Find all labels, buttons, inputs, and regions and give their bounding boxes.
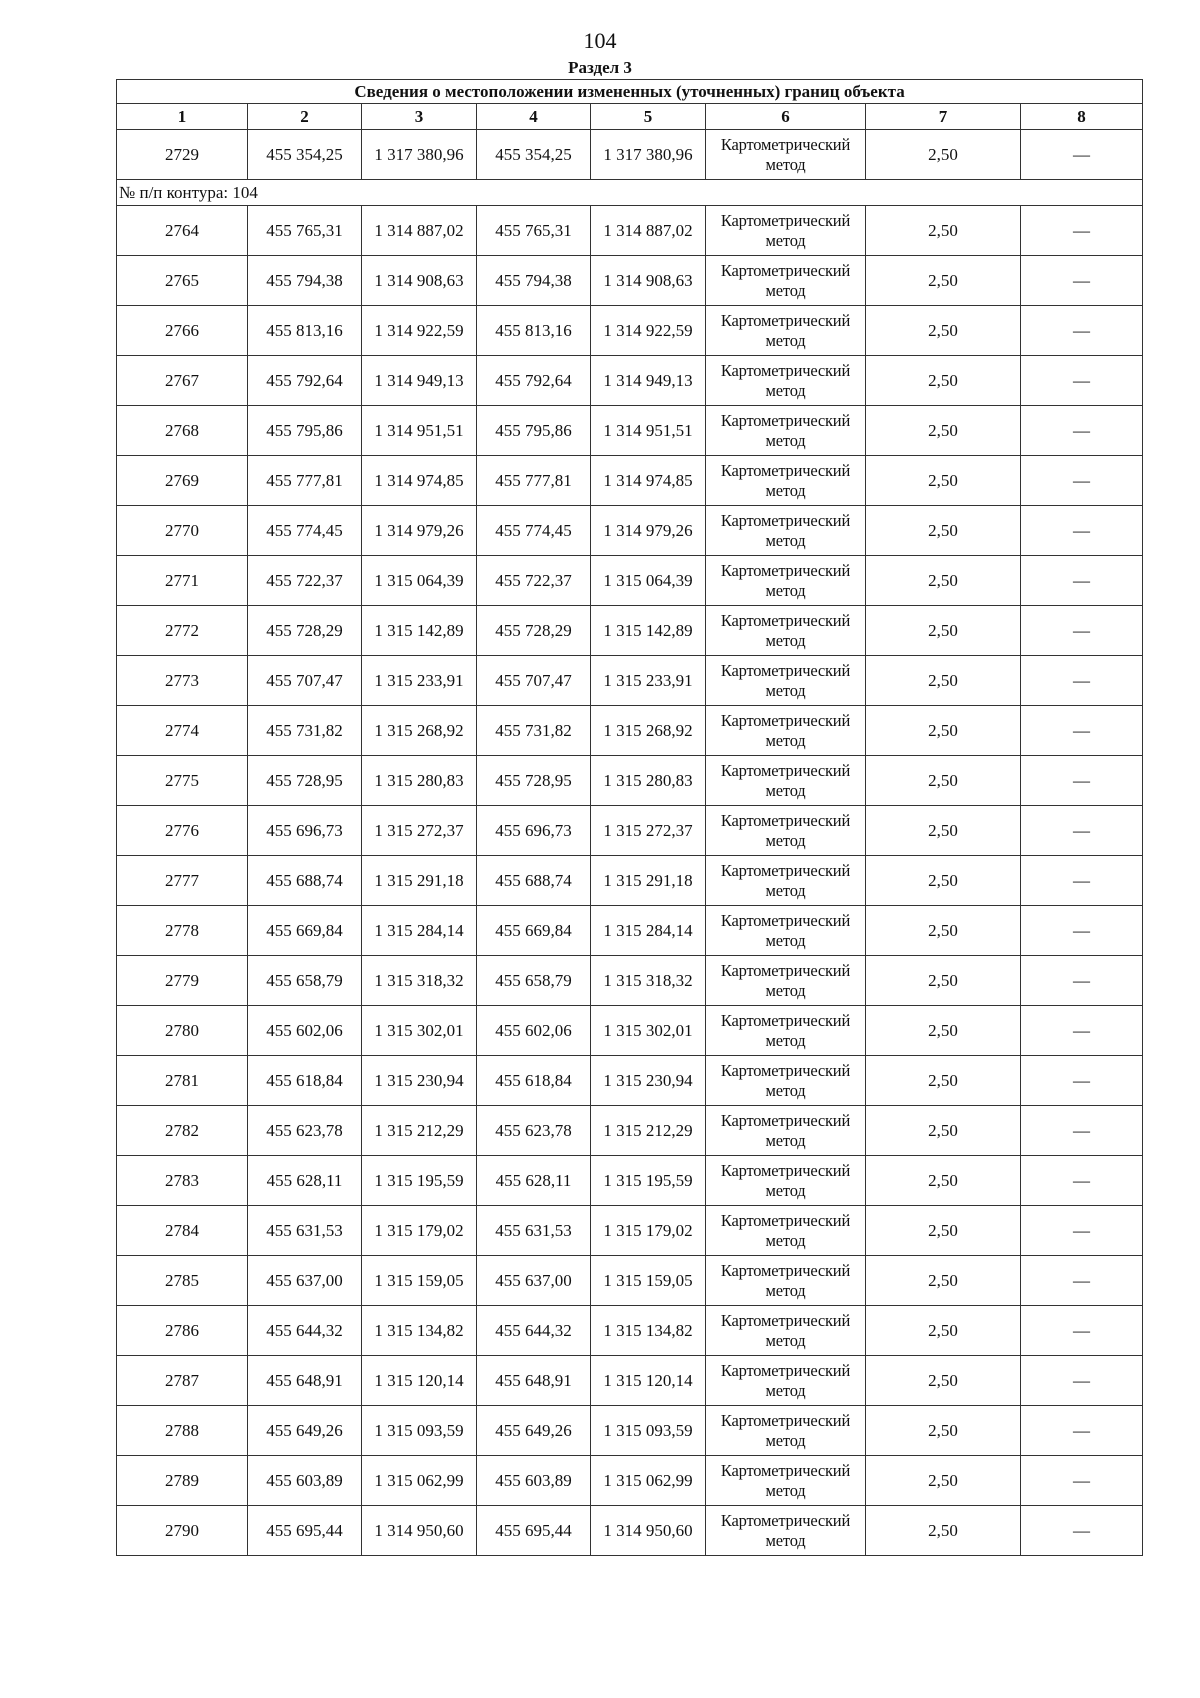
note-cell: — — [1021, 1056, 1143, 1106]
point-id-cell: 2779 — [117, 956, 248, 1006]
x-old-cell: 455 774,45 — [248, 506, 362, 556]
table-row — [117, 706, 1143, 756]
y-new-cell: 1 314 979,26 — [591, 506, 706, 556]
x-new-cell: 455 354,25 — [477, 130, 591, 180]
y-old-cell: 1 315 268,92 — [362, 706, 477, 756]
point-id-cell: 2783 — [117, 1156, 248, 1206]
y-new-cell: 1 315 159,05 — [591, 1256, 706, 1306]
table-row — [117, 756, 1143, 806]
x-old-cell: 455 728,95 — [248, 756, 362, 806]
point-id-cell: 2769 — [117, 456, 248, 506]
y-new-cell: 1 314 922,59 — [591, 306, 706, 356]
method-cell: Картометрический метод — [706, 906, 866, 956]
note-cell: — — [1021, 906, 1143, 956]
note-cell: — — [1021, 406, 1143, 456]
accuracy-cell: 2,50 — [866, 806, 1021, 856]
method-cell: Картометрический метод — [706, 956, 866, 1006]
point-id-cell: 2765 — [117, 256, 248, 306]
x-old-cell: 455 696,73 — [248, 806, 362, 856]
method-cell: Картометрический метод — [706, 1506, 866, 1556]
x-new-cell: 455 722,37 — [477, 556, 591, 606]
x-old-cell: 455 813,16 — [248, 306, 362, 356]
table-row — [117, 1206, 1143, 1256]
accuracy-cell: 2,50 — [866, 1406, 1021, 1456]
method-cell: Картометрический метод — [706, 306, 866, 356]
y-new-cell: 1 315 142,89 — [591, 606, 706, 656]
note-cell: — — [1021, 256, 1143, 306]
table-row — [117, 906, 1143, 956]
note-cell: — — [1021, 1106, 1143, 1156]
accuracy-cell: 2,50 — [866, 306, 1021, 356]
method-cell: Картометрический метод — [706, 1356, 866, 1406]
y-new-cell: 1 315 280,83 — [591, 756, 706, 806]
y-old-cell: 1 315 291,18 — [362, 856, 477, 906]
point-id-cell: 2776 — [117, 806, 248, 856]
table-row — [117, 130, 1143, 180]
column-number: 8 — [1021, 104, 1143, 130]
x-new-cell: 455 695,44 — [477, 1506, 591, 1556]
x-new-cell: 455 602,06 — [477, 1006, 591, 1056]
method-cell: Картометрический метод — [706, 1156, 866, 1206]
point-id-cell: 2789 — [117, 1456, 248, 1506]
x-old-cell: 455 602,06 — [248, 1006, 362, 1056]
method-cell: Картометрический метод — [706, 356, 866, 406]
note-cell: — — [1021, 1356, 1143, 1406]
method-cell: Картометрический метод — [706, 706, 866, 756]
x-new-cell: 455 696,73 — [477, 806, 591, 856]
x-old-cell: 455 658,79 — [248, 956, 362, 1006]
x-new-cell: 455 688,74 — [477, 856, 591, 906]
column-number: 6 — [706, 104, 866, 130]
y-old-cell: 1 314 951,51 — [362, 406, 477, 456]
method-cell: Картометрический метод — [706, 256, 866, 306]
x-new-cell: 455 648,91 — [477, 1356, 591, 1406]
method-cell: Картометрический метод — [706, 806, 866, 856]
y-old-cell: 1 315 064,39 — [362, 556, 477, 606]
x-old-cell: 455 777,81 — [248, 456, 362, 506]
x-old-cell: 455 637,00 — [248, 1256, 362, 1306]
y-old-cell: 1 315 272,37 — [362, 806, 477, 856]
table-row — [117, 1006, 1143, 1056]
y-old-cell: 1 314 887,02 — [362, 206, 477, 256]
accuracy-cell: 2,50 — [866, 1056, 1021, 1106]
accuracy-cell: 2,50 — [866, 1506, 1021, 1556]
x-new-cell: 455 728,29 — [477, 606, 591, 656]
x-new-cell: 455 628,11 — [477, 1156, 591, 1206]
table-row — [117, 856, 1143, 906]
y-new-cell: 1 315 120,14 — [591, 1356, 706, 1406]
note-cell: — — [1021, 1156, 1143, 1206]
x-old-cell: 455 722,37 — [248, 556, 362, 606]
method-cell: Картометрический метод — [706, 130, 866, 180]
note-cell: — — [1021, 356, 1143, 406]
accuracy-cell: 2,50 — [866, 656, 1021, 706]
column-number-row — [117, 104, 1143, 130]
table-caption-row — [117, 80, 1143, 104]
x-new-cell: 455 603,89 — [477, 1456, 591, 1506]
y-new-cell: 1 315 302,01 — [591, 1006, 706, 1056]
method-cell: Картометрический метод — [706, 856, 866, 906]
y-old-cell: 1 314 908,63 — [362, 256, 477, 306]
y-new-cell: 1 315 318,32 — [591, 956, 706, 1006]
note-cell: — — [1021, 456, 1143, 506]
y-new-cell: 1 315 268,92 — [591, 706, 706, 756]
point-id-cell: 2768 — [117, 406, 248, 456]
accuracy-cell: 2,50 — [866, 1356, 1021, 1406]
x-new-cell: 455 792,64 — [477, 356, 591, 406]
table-row — [117, 656, 1143, 706]
accuracy-cell: 2,50 — [866, 956, 1021, 1006]
x-new-cell: 455 777,81 — [477, 456, 591, 506]
method-cell: Картометрический метод — [706, 456, 866, 506]
accuracy-cell: 2,50 — [866, 506, 1021, 556]
note-cell: — — [1021, 506, 1143, 556]
y-new-cell: 1 315 179,02 — [591, 1206, 706, 1256]
y-new-cell: 1 315 064,39 — [591, 556, 706, 606]
x-old-cell: 455 765,31 — [248, 206, 362, 256]
point-id-cell: 2774 — [117, 706, 248, 756]
y-new-cell: 1 314 949,13 — [591, 356, 706, 406]
y-new-cell: 1 315 062,99 — [591, 1456, 706, 1506]
y-new-cell: 1 315 093,59 — [591, 1406, 706, 1456]
table-row — [117, 556, 1143, 606]
note-cell: — — [1021, 206, 1143, 256]
x-new-cell: 455 644,32 — [477, 1306, 591, 1356]
accuracy-cell: 2,50 — [866, 606, 1021, 656]
accuracy-cell: 2,50 — [866, 206, 1021, 256]
table-row — [117, 1506, 1143, 1556]
point-id-cell: 2767 — [117, 356, 248, 406]
column-number: 1 — [117, 104, 248, 130]
point-id-cell: 2770 — [117, 506, 248, 556]
accuracy-cell: 2,50 — [866, 906, 1021, 956]
accuracy-cell: 2,50 — [866, 1156, 1021, 1206]
method-cell: Картометрический метод — [706, 1206, 866, 1256]
accuracy-cell: 2,50 — [866, 1206, 1021, 1256]
point-id-cell: 2790 — [117, 1506, 248, 1556]
table-row — [117, 956, 1143, 1006]
x-new-cell: 455 649,26 — [477, 1406, 591, 1456]
x-old-cell: 455 731,82 — [248, 706, 362, 756]
y-old-cell: 1 315 062,99 — [362, 1456, 477, 1506]
accuracy-cell: 2,50 — [866, 1006, 1021, 1056]
y-new-cell: 1 315 291,18 — [591, 856, 706, 906]
y-old-cell: 1 315 134,82 — [362, 1306, 477, 1356]
accuracy-cell: 2,50 — [866, 256, 1021, 306]
note-cell: — — [1021, 606, 1143, 656]
y-old-cell: 1 315 212,29 — [362, 1106, 477, 1156]
boundary-table — [116, 79, 1143, 1556]
contour-row — [117, 180, 1143, 206]
point-id-cell: 2787 — [117, 1356, 248, 1406]
method-cell: Картометрический метод — [706, 1306, 866, 1356]
method-cell: Картометрический метод — [706, 1256, 866, 1306]
accuracy-cell: 2,50 — [866, 756, 1021, 806]
y-new-cell: 1 315 134,82 — [591, 1306, 706, 1356]
table-row — [117, 206, 1143, 256]
y-old-cell: 1 317 380,96 — [362, 130, 477, 180]
x-new-cell: 455 813,16 — [477, 306, 591, 356]
note-cell: — — [1021, 1306, 1143, 1356]
accuracy-cell: 2,50 — [866, 856, 1021, 906]
y-old-cell: 1 315 120,14 — [362, 1356, 477, 1406]
y-new-cell: 1 317 380,96 — [591, 130, 706, 180]
accuracy-cell: 2,50 — [866, 130, 1021, 180]
method-cell: Картометрический метод — [706, 506, 866, 556]
x-old-cell: 455 648,91 — [248, 1356, 362, 1406]
x-old-cell: 455 649,26 — [248, 1406, 362, 1456]
x-new-cell: 455 637,00 — [477, 1256, 591, 1306]
y-new-cell: 1 315 230,94 — [591, 1056, 706, 1106]
note-cell: — — [1021, 1456, 1143, 1506]
x-new-cell: 455 707,47 — [477, 656, 591, 706]
y-old-cell: 1 315 093,59 — [362, 1406, 477, 1456]
accuracy-cell: 2,50 — [866, 1256, 1021, 1306]
table-row — [117, 1156, 1143, 1206]
x-old-cell: 455 623,78 — [248, 1106, 362, 1156]
point-id-cell: 2786 — [117, 1306, 248, 1356]
note-cell: — — [1021, 1006, 1143, 1056]
table-row — [117, 1106, 1143, 1156]
accuracy-cell: 2,50 — [866, 1106, 1021, 1156]
table-row — [117, 806, 1143, 856]
y-new-cell: 1 315 272,37 — [591, 806, 706, 856]
point-id-cell: 2788 — [117, 1406, 248, 1456]
y-old-cell: 1 315 318,32 — [362, 956, 477, 1006]
y-new-cell: 1 315 195,59 — [591, 1156, 706, 1206]
column-number: 5 — [591, 104, 706, 130]
table-row — [117, 1306, 1143, 1356]
y-new-cell: 1 315 233,91 — [591, 656, 706, 706]
x-old-cell: 455 792,64 — [248, 356, 362, 406]
y-old-cell: 1 314 949,13 — [362, 356, 477, 406]
note-cell: — — [1021, 556, 1143, 606]
note-cell: — — [1021, 130, 1143, 180]
table-row — [117, 506, 1143, 556]
y-new-cell: 1 314 951,51 — [591, 406, 706, 456]
x-new-cell: 455 774,45 — [477, 506, 591, 556]
accuracy-cell: 2,50 — [866, 356, 1021, 406]
method-cell: Картометрический метод — [706, 406, 866, 456]
note-cell: — — [1021, 756, 1143, 806]
accuracy-cell: 2,50 — [866, 406, 1021, 456]
y-new-cell: 1 315 212,29 — [591, 1106, 706, 1156]
point-id-cell: 2778 — [117, 906, 248, 956]
x-new-cell: 455 794,38 — [477, 256, 591, 306]
point-id-cell: 2773 — [117, 656, 248, 706]
section-title: Раздел 3 — [568, 58, 632, 77]
table-row — [117, 1406, 1143, 1456]
point-id-cell: 2772 — [117, 606, 248, 656]
accuracy-cell: 2,50 — [866, 1456, 1021, 1506]
method-cell: Картометрический метод — [706, 206, 866, 256]
y-old-cell: 1 314 979,26 — [362, 506, 477, 556]
note-cell: — — [1021, 956, 1143, 1006]
x-old-cell: 455 603,89 — [248, 1456, 362, 1506]
method-cell: Картометрический метод — [706, 556, 866, 606]
point-id-cell: 2780 — [117, 1006, 248, 1056]
note-cell: — — [1021, 806, 1143, 856]
x-new-cell: 455 623,78 — [477, 1106, 591, 1156]
note-cell: — — [1021, 706, 1143, 756]
point-id-cell: 2781 — [117, 1056, 248, 1106]
table-caption: Сведения о местоположении измененных (уточненных) границ объекта — [117, 80, 1143, 104]
column-number: 3 — [362, 104, 477, 130]
note-cell: — — [1021, 306, 1143, 356]
table-row — [117, 606, 1143, 656]
x-old-cell: 455 354,25 — [248, 130, 362, 180]
point-id-cell: 2777 — [117, 856, 248, 906]
point-id-cell: 2784 — [117, 1206, 248, 1256]
table-row — [117, 1256, 1143, 1306]
method-cell: Картометрический метод — [706, 756, 866, 806]
method-cell: Картометрический метод — [706, 606, 866, 656]
method-cell: Картометрический метод — [706, 656, 866, 706]
y-old-cell: 1 315 142,89 — [362, 606, 477, 656]
boundary-table-container — [116, 79, 1142, 1556]
table-row — [117, 1056, 1143, 1106]
x-new-cell: 455 795,86 — [477, 406, 591, 456]
point-id-cell: 2766 — [117, 306, 248, 356]
point-id-cell: 2785 — [117, 1256, 248, 1306]
y-old-cell: 1 315 233,91 — [362, 656, 477, 706]
y-old-cell: 1 315 195,59 — [362, 1156, 477, 1206]
x-old-cell: 455 728,29 — [248, 606, 362, 656]
x-new-cell: 455 658,79 — [477, 956, 591, 1006]
y-old-cell: 1 314 974,85 — [362, 456, 477, 506]
x-old-cell: 455 631,53 — [248, 1206, 362, 1256]
note-cell: — — [1021, 1506, 1143, 1556]
table-row — [117, 1356, 1143, 1406]
note-cell: — — [1021, 856, 1143, 906]
x-old-cell: 455 707,47 — [248, 656, 362, 706]
y-new-cell: 1 314 974,85 — [591, 456, 706, 506]
point-id-cell: 2782 — [117, 1106, 248, 1156]
table-row — [117, 456, 1143, 506]
y-new-cell: 1 315 284,14 — [591, 906, 706, 956]
note-cell: — — [1021, 1206, 1143, 1256]
method-cell: Картометрический метод — [706, 1006, 866, 1056]
x-new-cell: 455 669,84 — [477, 906, 591, 956]
accuracy-cell: 2,50 — [866, 1306, 1021, 1356]
column-number: 7 — [866, 104, 1021, 130]
column-number: 2 — [248, 104, 362, 130]
y-old-cell: 1 315 302,01 — [362, 1006, 477, 1056]
table-row — [117, 1456, 1143, 1506]
point-id-cell: 2764 — [117, 206, 248, 256]
y-old-cell: 1 315 179,02 — [362, 1206, 477, 1256]
accuracy-cell: 2,50 — [866, 456, 1021, 506]
x-new-cell: 455 728,95 — [477, 756, 591, 806]
point-id-cell: 2771 — [117, 556, 248, 606]
y-new-cell: 1 314 887,02 — [591, 206, 706, 256]
y-old-cell: 1 315 280,83 — [362, 756, 477, 806]
method-cell: Картометрический метод — [706, 1106, 866, 1156]
x-new-cell: 455 765,31 — [477, 206, 591, 256]
x-old-cell: 455 695,44 — [248, 1506, 362, 1556]
method-cell: Картометрический метод — [706, 1056, 866, 1106]
x-old-cell: 455 628,11 — [248, 1156, 362, 1206]
y-old-cell: 1 315 159,05 — [362, 1256, 477, 1306]
method-cell: Картометрический метод — [706, 1456, 866, 1506]
note-cell: — — [1021, 656, 1143, 706]
x-new-cell: 455 731,82 — [477, 706, 591, 756]
table-row — [117, 306, 1143, 356]
method-cell: Картометрический метод — [706, 1406, 866, 1456]
point-id-cell: 2775 — [117, 756, 248, 806]
x-old-cell: 455 644,32 — [248, 1306, 362, 1356]
note-cell: — — [1021, 1406, 1143, 1456]
point-id-cell: 2729 — [117, 130, 248, 180]
table-row — [117, 406, 1143, 456]
note-cell: — — [1021, 1256, 1143, 1306]
x-new-cell: 455 618,84 — [477, 1056, 591, 1106]
y-new-cell: 1 314 950,60 — [591, 1506, 706, 1556]
x-old-cell: 455 669,84 — [248, 906, 362, 956]
x-old-cell: 455 794,38 — [248, 256, 362, 306]
x-new-cell: 455 631,53 — [477, 1206, 591, 1256]
y-old-cell: 1 315 284,14 — [362, 906, 477, 956]
y-old-cell: 1 315 230,94 — [362, 1056, 477, 1106]
column-number: 4 — [477, 104, 591, 130]
y-old-cell: 1 314 922,59 — [362, 306, 477, 356]
table-row — [117, 356, 1143, 406]
accuracy-cell: 2,50 — [866, 706, 1021, 756]
page-number: 104 — [583, 28, 617, 53]
table-row — [117, 256, 1143, 306]
y-old-cell: 1 314 950,60 — [362, 1506, 477, 1556]
x-old-cell: 455 688,74 — [248, 856, 362, 906]
x-old-cell: 455 618,84 — [248, 1056, 362, 1106]
accuracy-cell: 2,50 — [866, 556, 1021, 606]
x-old-cell: 455 795,86 — [248, 406, 362, 456]
y-new-cell: 1 314 908,63 — [591, 256, 706, 306]
contour-label: № п/п контура: 104 — [117, 180, 1143, 206]
